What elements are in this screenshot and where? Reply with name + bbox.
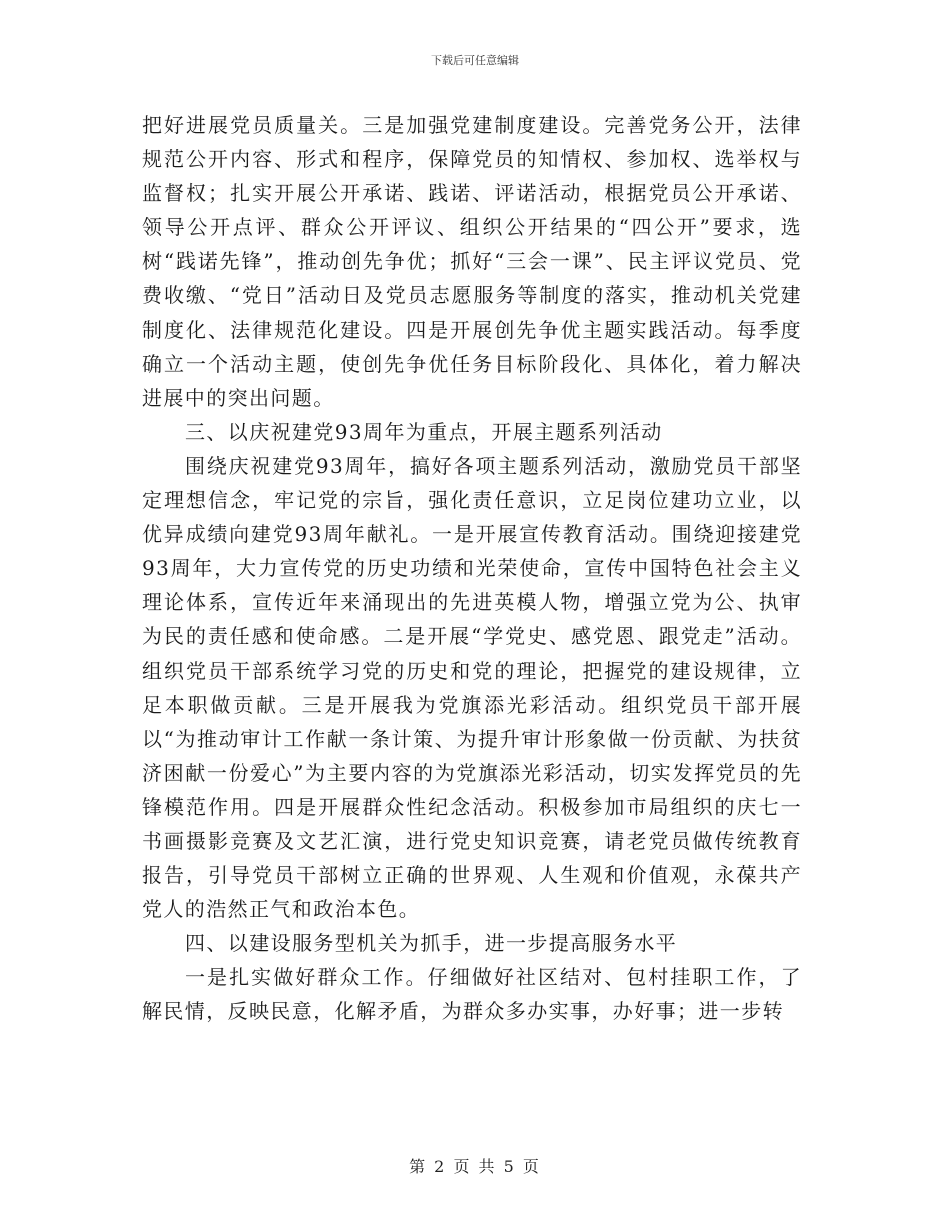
section-heading: 四、以建设服务型机关为抓手，进一步提高服务水平: [185, 931, 678, 956]
document-body: [142, 108, 802, 1029]
page-number: 第 2 页 共 5 页: [409, 1157, 541, 1176]
section-heading: 三、以庆祝建党93周年为重点，开展主题系列活动: [185, 419, 663, 444]
page-header: 下载后可任意编辑: [431, 54, 519, 67]
body-paragraph: 把好进展党员质量关。三是加强党建制度建设。完善党务公开，法律规范公开内容、形式和程序，保障党员的知情权、参加权、选举权与监督权；扎实开展公开承诺、践诺、评诺活动，根据党员公开承诺、领导公开点评、群众公开评议、组织公开结果的“四公开”要求，选树“践诺先锋”，推动创先争优；抓好“三会一课”、民主评议党员、党费收缴、“党日”活动日及党员志愿服务等制度的落实，推动机关党建制度化、法律规范化建设。四是开展创先争优主题实践活动。每季度确立一个活动主题，使创先争优任务目标阶段化、具体化，着力解决进展中的突出问题。: [142, 113, 802, 410]
body-paragraph: 围绕庆祝建党93周年，搞好各项主题系列活动，激励党员干部坚定理想信念，牢记党的宗旨，强化责任意识，立足岗位建功立业，以优异成绩向建党93周年献礼。一是开展宣传教育活动。围绕迎接建党93周年，大力宣传党的历史功绩和光荣使命，宣传中国特色社会主义理论体系，宣传近年来涌现出的先进英模人物，增强立党为公、执审为民的责任感和使命感。二是开展“学党史、感党恩、跟党走”活动。组织党员干部系统学习党的历史和党的理论，把握党的建设规律，立足本职做贡献。三是开展我为党旗添光彩活动。组织党员干部开展以“为推动审计工作献一条计策、为提升审计形象做一份贡献、为扶贫济困献一份爱心”为主要内容的为党旗添光彩活动，切实发挥党员的先锋模范作用。四是开展群众性纪念活动。积极参加市局组织的庆七一书画摄影竞赛及文艺汇演，进行党史知识竞赛，请老党员做传统教育报告，引导党员干部树立正确的世界观、人生观和价值观，永葆共产党人的浩然正气和政治本色。: [142, 453, 802, 922]
body-paragraph: 一是扎实做好群众工作。仔细做好社区结对、包村挂职工作，了解民情，反映民意，化解矛盾，为群众多办实事，办好事；进一步转: [142, 965, 802, 1024]
